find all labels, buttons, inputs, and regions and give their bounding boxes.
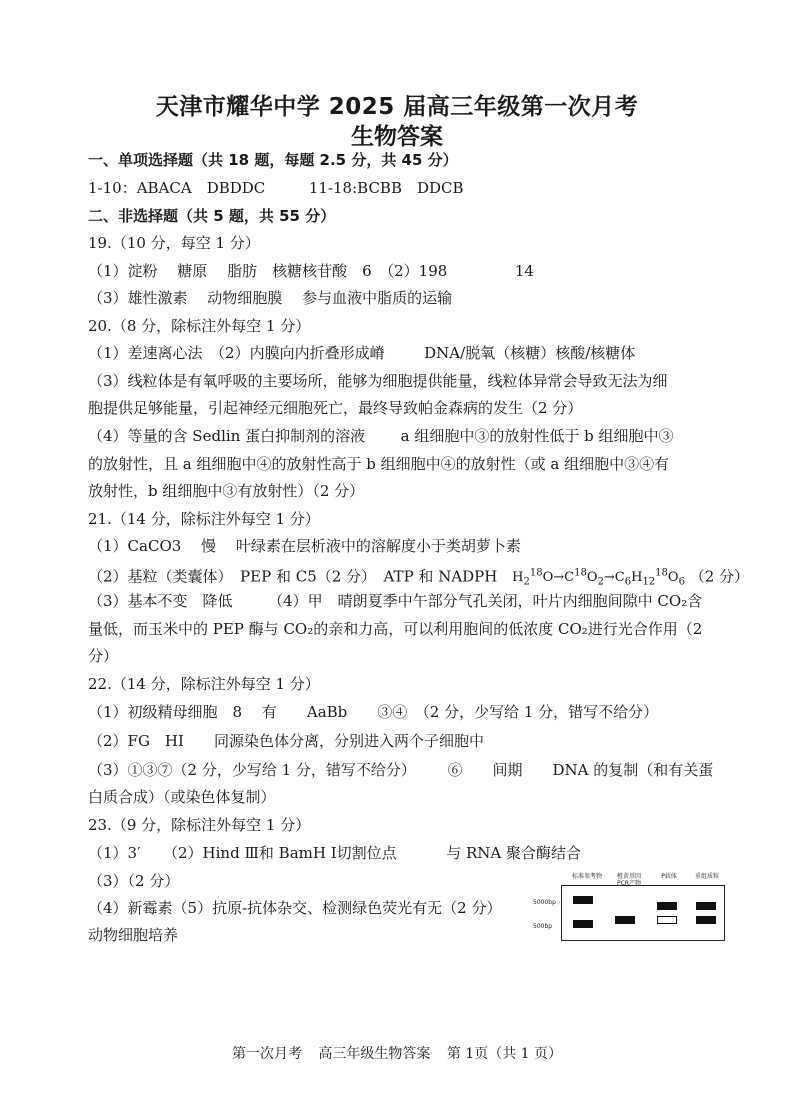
- gel-frame: [561, 885, 725, 941]
- gel-lane-label-1: 标准参考物: [571, 873, 602, 880]
- q20-line4: [88, 426, 674, 446]
- q23-line2: （3）（2 分）: [88, 872, 180, 890]
- q20-line1-b: DNA/脱氧（核糖）核酸/核糖体: [424, 344, 636, 362]
- gel-lane-label-3: P载体: [661, 873, 677, 880]
- q22-line1: （1）初级精母细胞 8 有 AaBb ③④ （2 分，少写给 1 分，错写不给分）: [88, 703, 659, 721]
- gel-lane-label-4: 重组质粒: [694, 873, 719, 880]
- q23-line1-a: （1）3′ （2）Hind Ⅲ和 BamH Ⅰ切割位点: [88, 844, 397, 862]
- q19-line1-a: （1）淀粉 糖原 脂肪 核糖核苷酸 6 （2）198: [88, 262, 448, 280]
- q21-line4: 量低，而玉米中的 PEP 酶与 CO₂的亲和力高，可以利用胞间的低浓度 CO₂进行光合作用（2: [88, 620, 703, 638]
- q23-line1: [88, 843, 581, 863]
- answers-11-18: 11-18:BCBB DDCB: [308, 179, 464, 197]
- q21-line5: 分）: [88, 647, 119, 665]
- q20-heading: 20.（8 分，除标注外每空 1 分）: [88, 317, 311, 335]
- gel-band: [615, 916, 635, 924]
- page-title: 天津市耀华中学 2025 届高三年级第一次月考: [155, 94, 639, 120]
- page-subtitle: 生物答案: [351, 124, 443, 150]
- q20-line1-a: （1）差速离心法 （2）内膜向内折叠形成嵴: [88, 344, 385, 362]
- marker-500bp: 500bp: [533, 923, 553, 930]
- q22-line4: 白质合成）（或染色体复制）: [88, 788, 276, 806]
- q20-line1: [88, 343, 635, 363]
- q22-line3: [88, 760, 713, 780]
- q22-line3-b: ⑥ 间期 DNA 的复制（和有关蛋: [447, 761, 714, 779]
- marker-5000bp: 5000bp: [533, 899, 556, 906]
- q19-heading: 19.（10 分，每空 1 分）: [88, 234, 260, 252]
- q20-line5: 的放射性，且 a 组细胞中④的放射性高于 b 组细胞中④的放射性（或 a 组细胞中③④有: [88, 455, 670, 473]
- section2-heading: 二、非选择题（共 5 题，共 55 分）: [88, 207, 336, 225]
- q21-line3-b: （4）甲 晴朗夏季中午部分气孔关闭，叶片内细胞间隙中 CO₂含: [268, 592, 703, 610]
- gel-electrophoresis-figure: [533, 873, 725, 941]
- page-footer: [0, 1043, 794, 1063]
- photosynthesis-equation: $H_2^{18}O\to C^{18}O_2\to C_6H_{12}^{18}O_6$: [512, 568, 685, 588]
- q19-line2: （3）雄性激素 动物细胞膜 参与血液中脂质的运输: [88, 289, 453, 307]
- q21-line2-a: （2）基粒（类囊体） PEP 和 C5（2 分） ATP 和 NADPH: [88, 567, 498, 586]
- footer-page-number: 第 1页（共 1 页）: [446, 1046, 563, 1062]
- section1-answers: [88, 178, 464, 198]
- q21-line3: [88, 591, 702, 611]
- q20-line6: 放射性，b 组细胞中③有放射性）（2 分）: [88, 482, 365, 500]
- section1-heading: 一、单项选择题（共 18 题，每题 2.5 分，共 45 分）: [88, 151, 458, 169]
- q19-line1: [88, 261, 534, 281]
- q22-line3-a: （3）①③⑦（2 分，少写给 1 分，错写不给分）: [88, 761, 416, 779]
- q21-line2: [88, 564, 749, 593]
- gel-band: [696, 902, 716, 910]
- q20-line4-a: （4）等量的含 Sedlin 蛋白抑制剂的溶液: [88, 427, 366, 445]
- q19-line1-b: 14: [514, 262, 534, 280]
- answers-1-10: 1-10：ABACA DBDDC: [88, 179, 266, 197]
- gel-lane-label-2: 橙黄基因 PCR产物: [616, 873, 641, 887]
- q23-line4: 动物细胞培养: [88, 926, 179, 944]
- footer-exam: 第一次月考: [231, 1046, 302, 1062]
- gel-band-empty: [657, 916, 677, 924]
- gel-band: [696, 916, 716, 924]
- q20-line4-b: a 组细胞中③的放射性低于 b 组细胞中③: [400, 427, 674, 445]
- q21-line1: （1）CaCO3 慢 叶绿素在层析液中的溶解度小于类胡萝卜素: [88, 537, 521, 555]
- q23-heading: 23.（9 分，除标注外每空 1 分）: [88, 816, 311, 834]
- gel-band: [573, 920, 593, 928]
- q20-line2: （3）线粒体是有氧呼吸的主要场所，能够为细胞提供能量，线粒体异常会导致无法为细: [88, 372, 668, 390]
- footer-subject: 高三年级生物答案: [318, 1046, 431, 1062]
- q22-heading: 22.（14 分，除标注外每空 1 分）: [88, 675, 320, 693]
- q20-line3: 胞提供足够能量，引起神经元细胞死亡，最终导致帕金森病的发生（2 分）: [88, 399, 583, 417]
- q23-line1-b: 与 RNA 聚合酶结合: [446, 844, 582, 862]
- q21-heading: 21.（14 分，除标注外每空 1 分）: [88, 510, 320, 528]
- gel-band: [657, 902, 677, 910]
- q21-line2-b: （2 分）: [689, 567, 750, 586]
- q21-line3-a: （3）基本不变 降低: [88, 592, 233, 610]
- q23-line3: （4）新霉素（5）抗原-抗体杂交、检测绿色荧光有无（2 分）: [88, 899, 502, 917]
- q22-line2: （2）FG HI 同源染色体分离，分别进入两个子细胞中: [88, 732, 484, 750]
- gel-band: [573, 896, 593, 904]
